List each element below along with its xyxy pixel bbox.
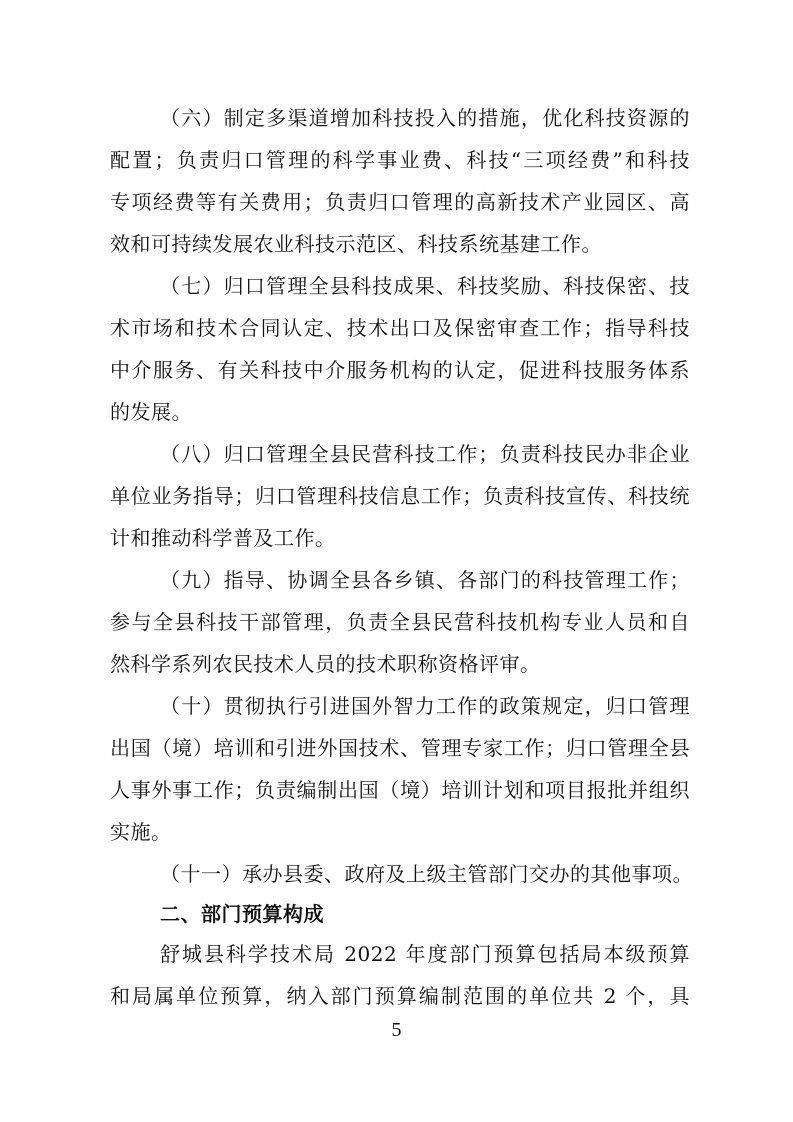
paragraph-6-line-3: 专项经费等有关费用；负责归口管理的高新技术产业园区、高 [110,190,690,214]
paragraph-7-line-1: （七）归口管理全县科技成果、科技奖励、科技保密、技 [160,274,690,298]
paragraph-10-line-2: 出国（境）培训和引进外国技术、管理专家工作；归口管理全县 [110,736,690,760]
page-number: 5 [391,1019,402,1041]
paragraph-6-line-1: （六）制定多渠道增加科技投入的措施，优化科技资源的 [160,106,690,130]
paragraph-11-line-1: （十一）承办县委、政府及上级主管部门交办的其他事项。 [160,862,693,886]
paragraph-8-line-3: 计和推动科学普及工作。 [110,526,336,550]
paragraph-7-line-2: 术市场和技术合同认定、技术出口及保密审查工作；指导科技 [110,316,690,340]
paragraph-8-line-2: 单位业务指导；归口管理科技信息工作；负责科技宣传、科技统 [110,484,690,508]
paragraph-9-line-1: （九）指导、协调全县各乡镇、各部门的科技管理工作； [160,568,690,592]
paragraph-6-line-2: 配置；负责归口管理的科学事业费、科技“三项经费”和科技 [110,148,690,172]
paragraph-8-line-1: （八）归口管理全县民营科技工作；负责科技民办非企业 [160,442,690,466]
paragraph-7-line-4: 的发展。 [110,400,192,424]
paragraph-10-line-3: 人事外事工作；负责编制出国（境）培训计划和项目报批并组织 [110,778,690,802]
paragraph-9-line-2: 参与全县科技干部管理，负责全县民营科技机构专业人员和自 [110,610,690,634]
section-paragraph-line-2: 和局属单位预算，纳入部门预算编制范围的单位共 2 个，具 [110,984,690,1008]
paragraph-7-line-3: 中介服务、有关科技中介服务机构的认定，促进科技服务体系 [110,358,690,382]
section-heading: 二、部门预算构成 [160,902,324,926]
paragraph-10-line-1: （十）贯彻执行引进国外智力工作的政策规定，归口管理 [160,694,690,718]
paragraph-6-line-4: 效和可持续发展农业科技示范区、科技系统基建工作。 [110,232,602,256]
paragraph-9-line-3: 然科学系列农民技术人员的技术职称资格评审。 [110,652,541,676]
section-paragraph-line-1: 舒城县科学技术局 2022 年度部门预算包括局本级预算 [160,942,690,966]
paragraph-10-line-4: 实施。 [110,820,172,844]
